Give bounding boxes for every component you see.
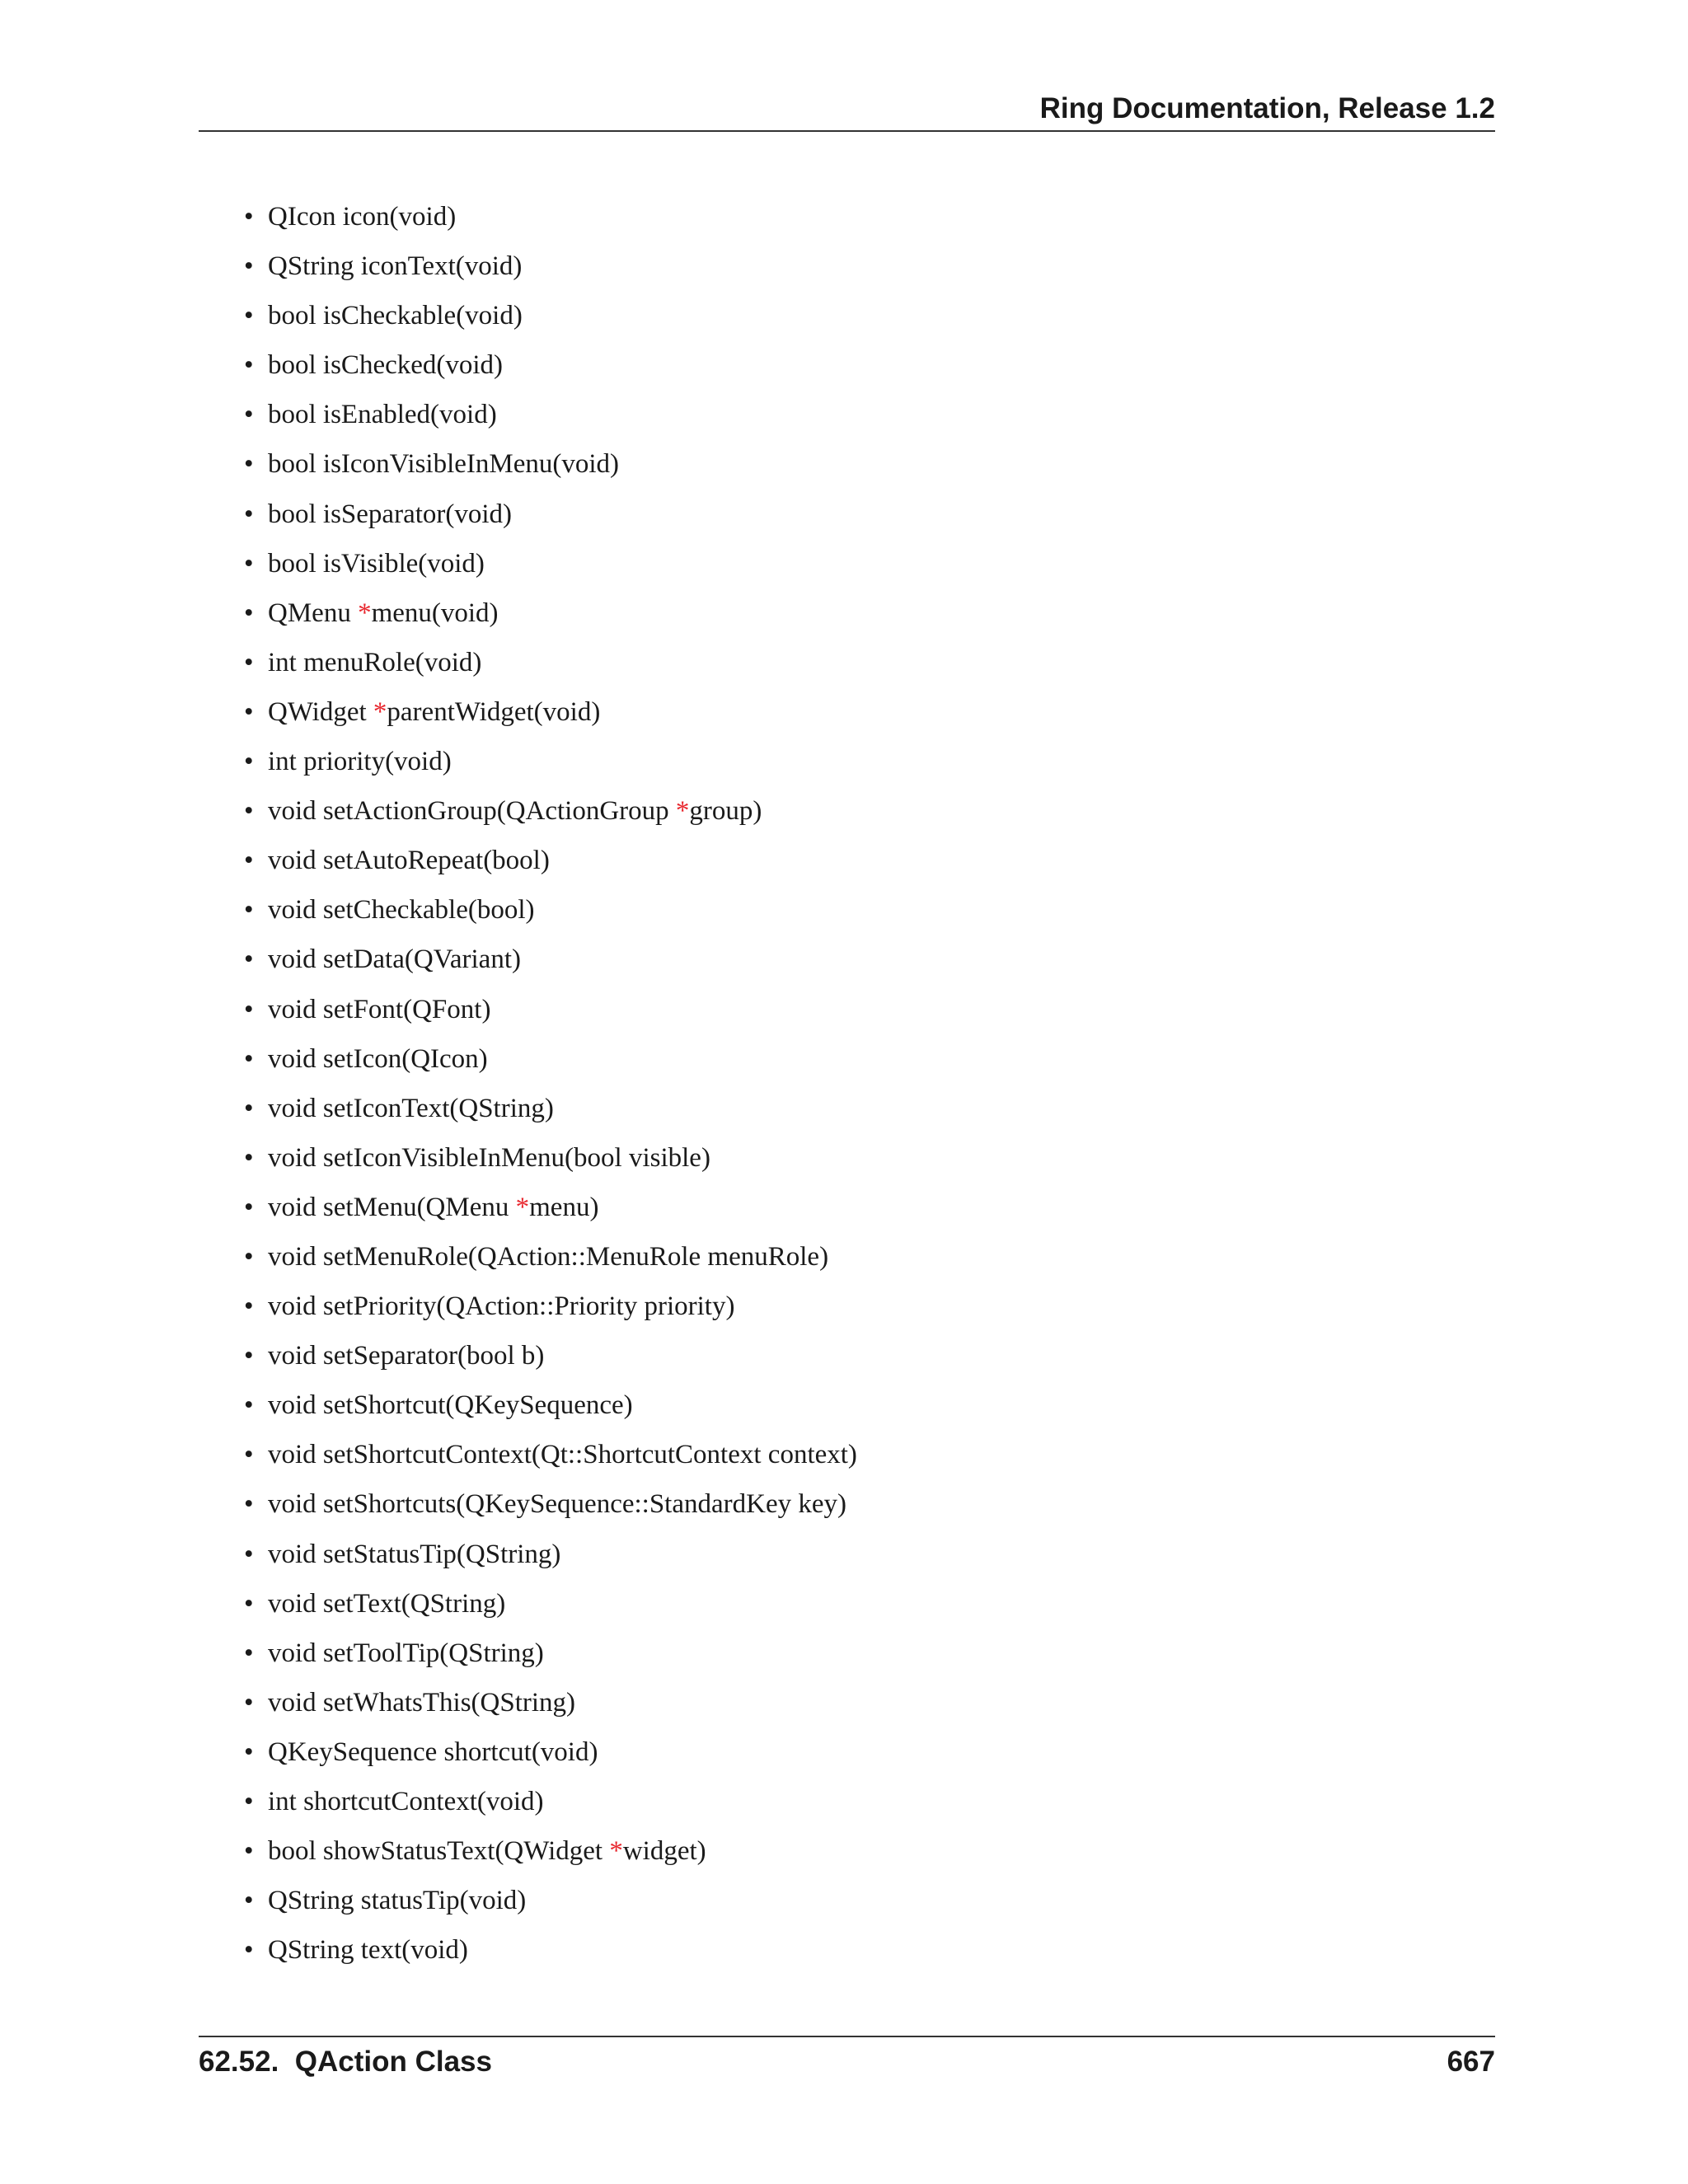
method-item [244,494,857,544]
bullet-icon: • [244,647,254,677]
method-signature-text: parentWidget(void) [387,696,601,727]
method-signature-text: int menuRole(void) [268,647,482,677]
pointer-star: * [609,1836,623,1867]
pointer-star: * [675,796,690,827]
method-signature-text: QIcon icon(void) [268,202,457,232]
method-item [244,1188,857,1237]
method-signature-text: bool isCheckable(void) [268,301,523,331]
method-signature-text: bool isIconVisibleInMenu(void) [268,449,620,480]
method-signature-text: QString text(void) [268,1935,468,1966]
bullet-icon: • [244,1836,254,1867]
method-item [244,1237,857,1286]
method-item [244,1930,857,1980]
method-signature-text: bool showStatusText(QWidget [268,1836,610,1867]
bullet-icon: • [244,1291,254,1322]
method-item [244,1683,857,1732]
bullet-icon: • [244,202,254,232]
bullet-icon: • [244,548,254,579]
bullet-icon: • [244,251,254,282]
method-item [244,1584,857,1633]
bullet-icon: • [244,1588,254,1619]
method-signature-text: QMenu [268,598,359,628]
bullet-icon: • [244,1043,254,1074]
method-signature-text: QWidget [268,696,373,727]
method-signature-text: QString statusTip(void) [268,1886,527,1916]
method-signature-text: void setAutoRepeat(bool) [268,846,550,876]
method-signature-text: int priority(void) [268,747,452,777]
method-item [244,742,857,791]
method-signature-text: void setIconText(QString) [268,1093,554,1123]
method-signature-text: void setData(QVariant) [268,944,521,975]
method-item [244,544,857,593]
method-item [244,990,857,1039]
bullet-icon: • [244,1736,254,1767]
method-item [244,1336,857,1385]
bullet-icon: • [244,301,254,331]
method-signature-text: void setCheckable(bool) [268,895,535,926]
method-item [244,890,857,940]
method-signature-text: void setStatusTip(QString) [268,1539,561,1569]
document-title: Ring Documentation, Release 1.2 [1039,92,1495,124]
method-list [244,197,857,1980]
method-item [244,1089,857,1138]
bullet-icon: • [244,1440,254,1470]
method-signature-text: bool isChecked(void) [268,350,504,381]
bullet-icon: • [244,895,254,926]
method-signature-text: void setIcon(QIcon) [268,1043,488,1074]
method-signature-text: int shortcutContext(void) [268,1787,544,1816]
method-item [244,1138,857,1188]
bullet-icon: • [244,1390,254,1421]
bullet-icon: • [244,696,254,727]
method-signature-text: void setWhatsThis(QString) [268,1687,576,1718]
bullet-icon: • [244,598,254,628]
method-item [244,1732,857,1782]
method-signature-text: void setFont(QFont) [268,994,491,1024]
method-signature-text: widget) [622,1836,706,1867]
bullet-icon: • [244,994,254,1024]
method-signature-text: bool isVisible(void) [268,548,485,579]
page-header [199,92,1495,132]
bullet-icon: • [244,1192,254,1222]
method-item [244,791,857,841]
method-signature-text: void setIconVisibleInMenu(bool visible) [268,1142,710,1173]
method-item [244,1881,857,1930]
page-number: 667 [1447,2046,1495,2078]
bullet-icon: • [244,1638,254,1668]
page-footer [199,2036,1495,2078]
method-signature-text: void setMenuRole(QAction::MenuRole menuRole) [268,1241,829,1272]
bullet-icon: • [244,846,254,876]
method-item [244,1484,857,1534]
method-signature-text: void setShortcuts(QKeySequence::StandardKey key) [268,1489,846,1520]
method-item [244,1385,857,1435]
method-item [244,444,857,494]
bullet-icon: • [244,1886,254,1916]
method-signature-text: void setMenu(QMenu [268,1192,516,1222]
method-signature-text: void setText(QString) [268,1588,506,1619]
method-item [244,1039,857,1089]
method-item [244,197,857,246]
method-signature-text: bool isEnabled(void) [268,400,497,430]
bullet-icon: • [244,400,254,430]
bullet-icon: • [244,1787,254,1816]
pointer-star: * [373,696,387,727]
bullet-icon: • [244,796,254,827]
method-signature-text: void setToolTip(QString) [268,1638,544,1668]
bullet-icon: • [244,1935,254,1966]
method-item [244,593,857,643]
method-item [244,1831,857,1881]
bullet-icon: • [244,350,254,381]
method-item [244,1633,857,1683]
pointer-star: * [358,598,372,628]
method-signature-text: void setShortcutContext(Qt::ShortcutContext context) [268,1440,857,1470]
method-item [244,692,857,742]
method-item [244,1535,857,1584]
method-signature-text: bool isSeparator(void) [268,499,513,529]
method-item [244,246,857,296]
method-signature-text: QString iconText(void) [268,251,523,282]
method-signature-text: void setPriority(QAction::Priority priority) [268,1291,735,1322]
method-item [244,1435,857,1484]
method-signature-text: QKeySequence shortcut(void) [268,1736,598,1767]
section-title: 62.52. QAction Class [199,2046,492,2078]
method-signature-text: menu(void) [371,598,499,628]
method-item [244,643,857,692]
method-item [244,345,857,395]
pointer-star: * [515,1192,530,1222]
bullet-icon: • [244,1341,254,1371]
bullet-icon: • [244,449,254,480]
method-signature-text: group) [689,796,762,827]
bullet-icon: • [244,944,254,975]
method-item [244,395,857,444]
method-item [244,841,857,890]
method-signature-text: void setSeparator(bool b) [268,1341,545,1371]
method-item [244,940,857,989]
bullet-icon: • [244,1241,254,1272]
method-item [244,1782,857,1831]
method-signature-text: void setShortcut(QKeySequence) [268,1390,633,1421]
method-signature-text: void setActionGroup(QActionGroup [268,796,676,827]
bullet-icon: • [244,499,254,529]
bullet-icon: • [244,1489,254,1520]
method-item [244,296,857,345]
bullet-icon: • [244,1093,254,1123]
method-item [244,1286,857,1336]
method-signature-text: menu) [529,1192,599,1222]
bullet-icon: • [244,1539,254,1569]
bullet-icon: • [244,1687,254,1718]
bullet-icon: • [244,747,254,777]
bullet-icon: • [244,1142,254,1173]
